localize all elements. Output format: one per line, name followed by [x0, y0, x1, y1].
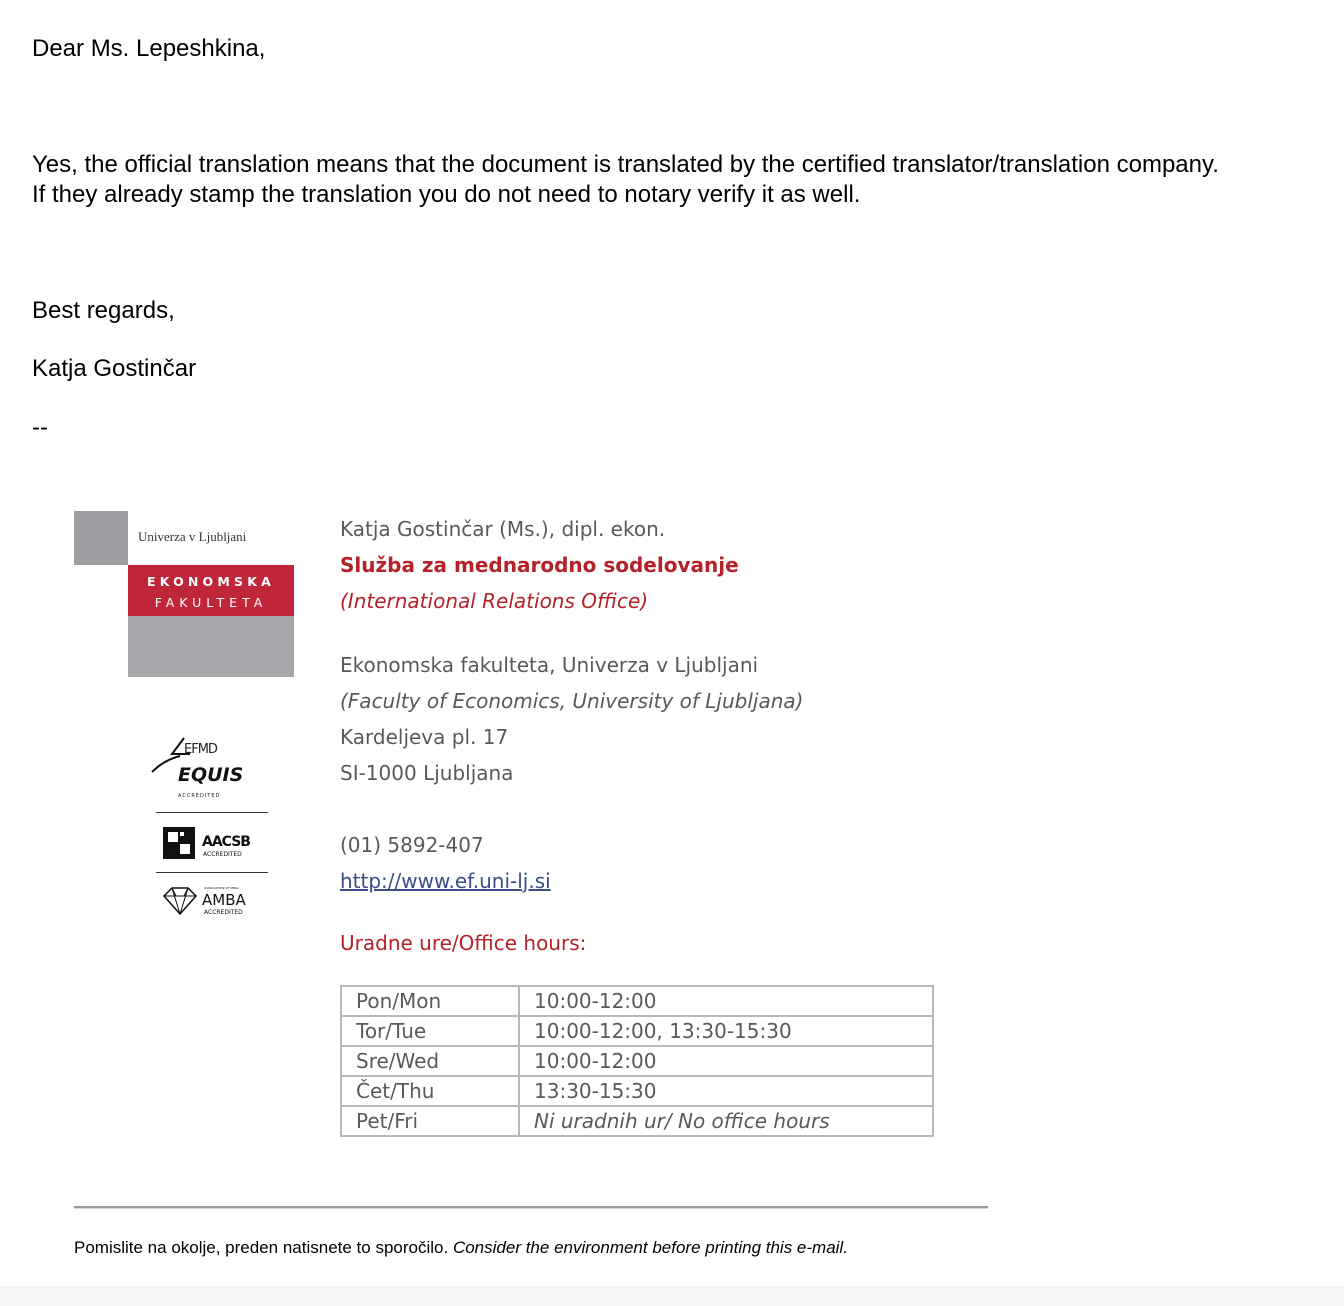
accreditation-divider — [156, 872, 268, 873]
amba-diamond-icon — [162, 886, 198, 916]
aacsb-badge — [162, 826, 272, 866]
equis-accredited-label: ACCREDITED — [178, 793, 221, 799]
time-cell: Ni uradnih ur/ No office hours — [519, 1106, 933, 1136]
amba-accredited-label: ACCREDITED — [204, 909, 243, 916]
footer-divider — [74, 1206, 988, 1209]
signature-street: Kardeljeva pl. 17 — [340, 725, 509, 749]
closing: Best regards, — [32, 297, 175, 324]
bottom-strip — [0, 1286, 1344, 1306]
equis-badge — [150, 732, 270, 802]
time-cell: 13:30-15:30 — [519, 1076, 933, 1106]
day-cell: Pon/Mon — [341, 986, 519, 1016]
logo-faculty-line-2: FAKULTETA — [154, 595, 268, 610]
signature-phone: (01) 5892-407 — [340, 833, 484, 857]
greeting: Dear Ms. Lepeshkina, — [32, 35, 266, 62]
logo-red-block — [128, 565, 294, 616]
message-line-1: Yes, the official translation means that the document is translated by the certified translator/translation company. — [32, 151, 1219, 178]
logo-gray-block-bottom — [128, 616, 294, 677]
sender-name: Katja Gostinčar — [32, 355, 197, 382]
signature-office-sl: Služba za mednarodno sodelovanje — [340, 553, 739, 577]
table-row — [341, 1076, 933, 1106]
day-cell: Sre/Wed — [341, 1046, 519, 1076]
signature-website-row — [340, 868, 551, 894]
aacsb-label: AACSB — [202, 834, 250, 850]
signature-faculty-sl: Ekonomska fakulteta, Univerza v Ljubljani — [340, 653, 759, 677]
time-cell: 10:00-12:00 — [519, 986, 933, 1016]
equis-label: EQUIS — [178, 764, 244, 786]
time-cell: 10:00-12:00 — [519, 1046, 933, 1076]
signature-faculty-en: (Faculty of Economics, University of Ljubljana) — [340, 689, 804, 713]
day-cell: Čet/Thu — [341, 1076, 519, 1106]
aacsb-accredited-label: ACCREDITED — [203, 851, 242, 858]
signature-city: SI-1000 Ljubljana — [340, 761, 514, 785]
footer-text-en: Consider the environment before printing this e-mail. — [452, 1238, 848, 1257]
accreditation-divider — [156, 812, 268, 813]
logo-university-name: Univerza v Ljubljani — [138, 529, 247, 544]
logo-gray-block-top — [74, 511, 128, 565]
table-row — [341, 1016, 933, 1046]
logo-faculty-line-1: EKONOMSKA — [147, 574, 275, 589]
website-link[interactable]: http://www.ef.uni-lj.si — [340, 869, 551, 893]
table-row — [341, 1106, 933, 1136]
efmd-label: EFMD — [184, 742, 217, 757]
faculty-logo — [74, 511, 294, 677]
amba-top-label: ASSOCIATION OF MBAs — [204, 886, 239, 890]
message-line-2: If they already stamp the translation you do not need to notary verify it as well. — [32, 181, 861, 208]
table-row — [341, 986, 933, 1016]
aacsb-square-icon — [162, 826, 196, 860]
time-cell: 10:00-12:00, 13:30-15:30 — [519, 1016, 933, 1046]
day-cell: Pet/Fri — [341, 1106, 519, 1136]
footer-note — [74, 1238, 848, 1258]
day-cell: Tor/Tue — [341, 1016, 519, 1046]
table-row — [341, 1046, 933, 1076]
amba-badge — [162, 884, 272, 920]
signature-office-en: (International Relations Office) — [340, 589, 649, 613]
office-hours-heading: Uradne ure/Office hours: — [340, 931, 587, 955]
signature-name-title: Katja Gostinčar (Ms.), dipl. ekon. — [340, 517, 666, 541]
amba-label: AMBA — [202, 891, 246, 909]
footer-text-sl: Pomislite na okolje, preden natisnete to sporočilo. — [74, 1238, 449, 1257]
signature-separator: -- — [32, 414, 48, 441]
office-hours-table — [340, 985, 934, 1137]
